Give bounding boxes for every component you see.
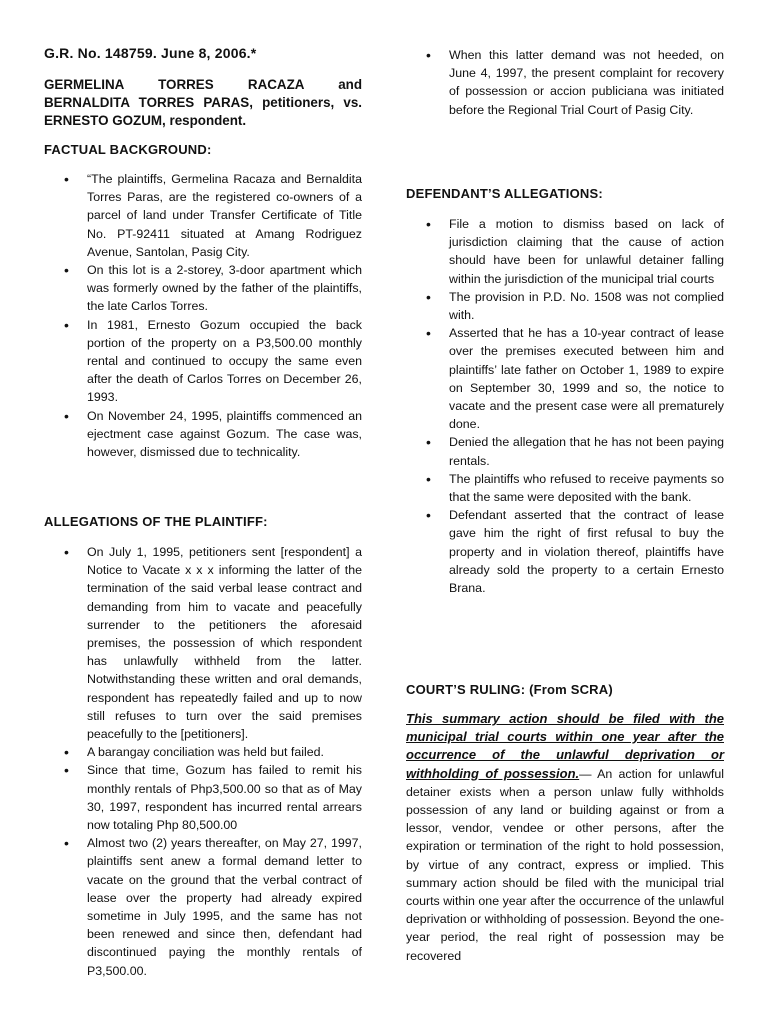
factual-background-heading: FACTUAL BACKGROUND: — [44, 142, 212, 157]
list-item: • A barangay conciliation was held but failed. — [44, 743, 362, 761]
list-item: • When this latter demand was not heeded, on June 4, 1997, the present complaint for recovery of possession or accion publiciana was initiated before the Regional Trial Court of Pasig City. — [406, 46, 724, 119]
courts-ruling-heading: COURT’S RULING: (From SCRA) — [406, 682, 613, 697]
list-item: • Asserted that he has a 10-year contract of lease over the premises executed between him and plaintiffs’ late father on October 1, 1989 to expire on September 30, 1999 and so, the notice to vacate and the present case were all prematurely done. — [406, 324, 724, 433]
list-item: • Defendant asserted that the contract of lease gave him the right of first refusal to buy the property and in violation thereof, plaintiffs have already sold the property to a certain Ernesto Brana. — [406, 506, 724, 597]
factual-background-list — [44, 170, 362, 461]
ruling-dash: — — [579, 766, 592, 781]
ruling-body: An action for unlawful detainer exists when a person unlaw fully withholds possession of any land or building against or from a lessor, vendor, vendee or other persons, after the expiration or termination of the right to hold possession, by virtue of any contract, express or implied. This summary action should be filed with the municipal trial courts within one year after the occurrence of the unlawful deprivation or withholding of possession. Beyond the one-year period, the real right of possession may be recovered — [406, 766, 724, 963]
list-item: • The plaintiffs who refused to receive payments so that the same were deposited with the bank. — [406, 470, 724, 506]
courts-ruling-text — [406, 710, 724, 965]
parties-line-1: GERMELINA TORRES RACAZA and — [44, 77, 362, 92]
defendant-allegations-heading: DEFENDANT’S ALLEGATIONS: — [406, 186, 603, 201]
plaintiff-allegations-list-continued — [406, 46, 724, 119]
list-item: • Since that time, Gozum has failed to remit his monthly rentals of Php3,500.00 so that as of May 30, 1997, respondent has incurred rental arrears now totaling Php 80,500.00 — [44, 761, 362, 834]
list-item: • Denied the allegation that he has not been paying rentals. — [406, 433, 724, 469]
list-item: • “The plaintiffs, Germelina Racaza and Bernaldita Torres Paras, are the registered co-owners of a parcel of land under Transfer Certificate of Title No. PT-92411 situated at Amang Rodriguez Avenue, Santolan, Pasig City. — [44, 170, 362, 261]
list-item: • In 1981, Ernesto Gozum occupied the back portion of the property on a P3,500.00 monthly rental and continued to occupy the same even after the death of Carlos Torres on December 26, 1993. — [44, 316, 362, 407]
parties-line-3: ERNESTO GOZUM, respondent. — [44, 113, 247, 128]
plaintiff-allegations-heading: ALLEGATIONS OF THE PLAINTIFF: — [44, 514, 268, 529]
case-parties — [44, 76, 362, 130]
defendant-allegations-list — [406, 215, 724, 597]
case-citation: G.R. No. 148759. June 8, 2006.* — [44, 45, 257, 61]
plaintiff-allegations-list — [44, 543, 362, 980]
list-item: • On July 1, 1995, petitioners sent [respondent] a Notice to Vacate x x x informing the latter of the termination of the said verbal lease contract and demanding from him to vacate and peacefully surrender to the petitioners the aforesaid premises, the possession of which respondent has unlawfully withheld from the latter. Notwithstanding these written and oral demands, respondent has repeatedly failed and up to now still refuses to turn over the said premises peacefully to the [petitioners]. — [44, 543, 362, 743]
list-item: • Almost two (2) years thereafter, on May 27, 1997, plaintiffs sent anew a formal demand letter to vacate on the ground that the verbal contract of lease over the property had already expired sometime in July 1995, and the same has not been renewed and since then, defendant had discontinued paying the monthly rentals of P3,500.00. — [44, 834, 362, 980]
ruling-syllabus: This summary action should be filed with the municipal trial courts within one year after the occurrence of the unlawful deprivation or withholding of possession. — [406, 711, 724, 781]
list-item: • File a motion to dismiss based on lack of jurisdiction claiming that the cause of action should have been for unlawful detainer falling within the jurisdiction of the municipal trial courts — [406, 215, 724, 288]
parties-line-2: BERNALDITA TORRES PARAS, petitioners, vs. — [44, 95, 362, 110]
list-item: • The provision in P.D. No. 1508 was not complied with. — [406, 288, 724, 324]
list-item: • On this lot is a 2-storey, 3-door apartment which was formerly owned by the father of the plaintiffs, the late Carlos Torres. — [44, 261, 362, 316]
list-item: • On November 24, 1995, plaintiffs commenced an ejectment case against Gozum. The case was, however, dismissed due to technicality. — [44, 407, 362, 462]
